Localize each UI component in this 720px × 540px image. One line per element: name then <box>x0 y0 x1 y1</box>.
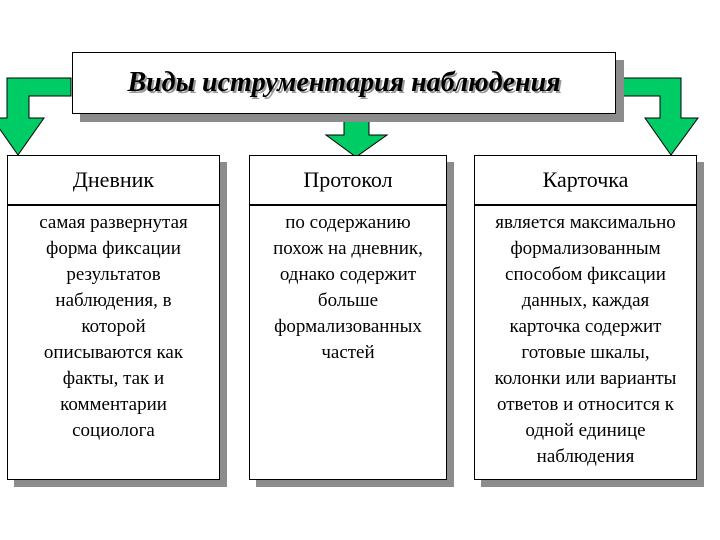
column-3-heading-box <box>474 155 697 205</box>
title-box <box>72 52 616 114</box>
column-2-description: по содержанию похож на дневник, однако содержит больше формализованных частей <box>273 212 423 363</box>
column-2-heading: Протокол <box>303 167 393 192</box>
column-2-heading-box <box>249 155 447 205</box>
column-1-body-box <box>7 205 220 480</box>
arrow-left-icon <box>0 78 71 155</box>
column-3-description: является максимально формализованным способом фиксации данных, каждая карточка содержит готовые шкалы, колонки или варианты ответов и относится к одной единице наблюдения <box>494 212 677 467</box>
diagram-title: Виды иструментария наблюдения <box>127 67 561 98</box>
arrow-right-icon <box>617 78 698 155</box>
column-3-body-box <box>474 205 697 480</box>
column-2-body-box <box>249 205 447 480</box>
column-3-heading: Карточка <box>542 167 629 192</box>
column-1-heading: Дневник <box>72 167 155 192</box>
column-1-heading-box <box>7 155 220 205</box>
column-1-description: самая развернутая форма фиксации результатов наблюдения, в которой описываются как факты, так и комментарии социолога <box>39 212 188 441</box>
